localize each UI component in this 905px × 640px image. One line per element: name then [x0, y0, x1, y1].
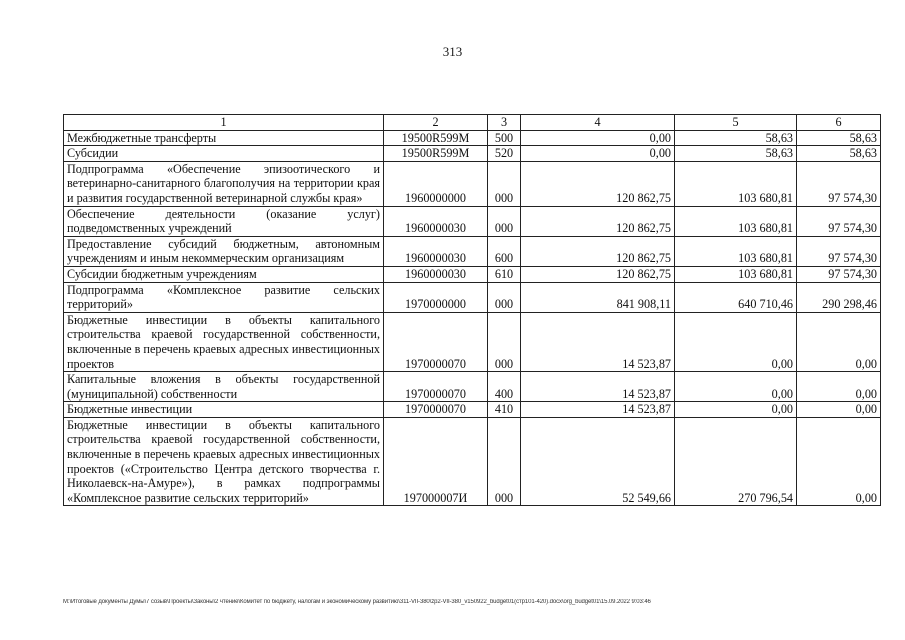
row-name: Подпрограмма «Комплексное развитие сельских территорий»	[64, 282, 384, 312]
row-value-5: 103 680,81	[675, 236, 797, 266]
row-value-4: 0,00	[521, 146, 675, 162]
row-name: Обеспечение деятельности (оказание услуг) подведомственных учреждений	[64, 206, 384, 236]
table-row	[64, 146, 881, 162]
row-name: Капитальные вложения в объекты государственной (муниципальной) собственности	[64, 372, 384, 402]
row-value-5: 103 680,81	[675, 266, 797, 282]
row-code: 1960000030	[384, 206, 488, 236]
row-name: Подпрограмма «Обеспечение эпизоотического и ветеринарно-санитарного благополучия на территории края и развития государственной ветеринарной службы края»	[64, 161, 384, 206]
row-value-4: 14 523,87	[521, 402, 675, 418]
row-type: 410	[488, 402, 521, 418]
row-type: 000	[488, 417, 521, 506]
row-type: 400	[488, 372, 521, 402]
table-row	[64, 161, 881, 206]
column-header: 1	[64, 115, 384, 131]
row-value-4: 841 908,11	[521, 282, 675, 312]
row-value-4: 14 523,87	[521, 312, 675, 371]
row-code: 1970000070	[384, 372, 488, 402]
row-value-5: 0,00	[675, 372, 797, 402]
budget-table	[63, 114, 881, 506]
row-code: 197000007И	[384, 417, 488, 506]
row-type: 000	[488, 312, 521, 371]
row-value-6: 290 298,46	[797, 282, 881, 312]
row-type: 000	[488, 206, 521, 236]
row-value-5: 0,00	[675, 402, 797, 418]
footer-file-path: M:\Итоговые документы Думы\7 созыв\Проекты\Законы\2 чтение\Комитет по бюджету, налогам и экономическому развитию\311-VII-380\zp2-VII-380_v150922_budget01(стр101-420).docx\org_budget01\15.09.2022 9:03:46	[63, 599, 651, 605]
row-type: 610	[488, 266, 521, 282]
row-value-6: 0,00	[797, 372, 881, 402]
column-header: 6	[797, 115, 881, 131]
row-value-5: 58,63	[675, 130, 797, 146]
row-code: 1960000030	[384, 236, 488, 266]
row-value-6: 0,00	[797, 312, 881, 371]
column-header: 3	[488, 115, 521, 131]
row-name: Бюджетные инвестиции	[64, 402, 384, 418]
row-value-4: 14 523,87	[521, 372, 675, 402]
table-row	[64, 206, 881, 236]
table-row	[64, 417, 881, 506]
row-value-5: 103 680,81	[675, 206, 797, 236]
row-name: Предоставление субсидий бюджетным, автономным учреждениям и иным некоммерческим организациям	[64, 236, 384, 266]
row-type: 500	[488, 130, 521, 146]
row-value-6: 0,00	[797, 402, 881, 418]
row-type: 520	[488, 146, 521, 162]
row-value-5: 103 680,81	[675, 161, 797, 206]
table-header-row	[64, 115, 881, 131]
row-code: 1970000070	[384, 312, 488, 371]
row-name: Субсидии бюджетным учреждениям	[64, 266, 384, 282]
row-code: 1960000030	[384, 266, 488, 282]
row-value-5: 0,00	[675, 312, 797, 371]
row-type: 600	[488, 236, 521, 266]
row-value-5: 270 796,54	[675, 417, 797, 506]
row-value-6: 97 574,30	[797, 266, 881, 282]
row-value-6: 97 574,30	[797, 206, 881, 236]
row-value-6: 0,00	[797, 417, 881, 506]
row-value-4: 120 862,75	[521, 161, 675, 206]
table-row	[64, 372, 881, 402]
row-code: 19500R599M	[384, 146, 488, 162]
page-number: 313	[442, 44, 463, 59]
table-row	[64, 282, 881, 312]
row-value-4: 52 549,66	[521, 417, 675, 506]
row-value-4: 120 862,75	[521, 206, 675, 236]
column-header: 4	[521, 115, 675, 131]
row-value-4: 120 862,75	[521, 266, 675, 282]
row-code: 1970000000	[384, 282, 488, 312]
table-row	[64, 266, 881, 282]
table-row	[64, 402, 881, 418]
row-value-4: 120 862,75	[521, 236, 675, 266]
row-code: 19500R599M	[384, 130, 488, 146]
row-value-6: 97 574,30	[797, 236, 881, 266]
row-name: Бюджетные инвестиции в объекты капитального строительства краевой государственной собственности, включенные в перечень краевых адресных инвестиционных проектов («Строительство Центра детского творчества г. Николаевск-на-Амуре»), в рамках подпрограммы «Комплексное развитие сельских территорий»	[64, 417, 384, 506]
table-row	[64, 312, 881, 371]
row-value-6: 58,63	[797, 130, 881, 146]
row-code: 1960000000	[384, 161, 488, 206]
row-type: 000	[488, 282, 521, 312]
row-value-6: 97 574,30	[797, 161, 881, 206]
row-name: Субсидии	[64, 146, 384, 162]
column-header: 2	[384, 115, 488, 131]
row-value-6: 58,63	[797, 146, 881, 162]
table-row	[64, 130, 881, 146]
row-type: 000	[488, 161, 521, 206]
table-row	[64, 236, 881, 266]
row-code: 1970000070	[384, 402, 488, 418]
row-value-5: 640 710,46	[675, 282, 797, 312]
row-name: Бюджетные инвестиции в объекты капитального строительства краевой государственной собственности, включенные в перечень краевых адресных инвестиционных проектов	[64, 312, 384, 371]
row-value-4: 0,00	[521, 130, 675, 146]
row-value-5: 58,63	[675, 146, 797, 162]
column-header: 5	[675, 115, 797, 131]
row-name: Межбюджетные трансферты	[64, 130, 384, 146]
